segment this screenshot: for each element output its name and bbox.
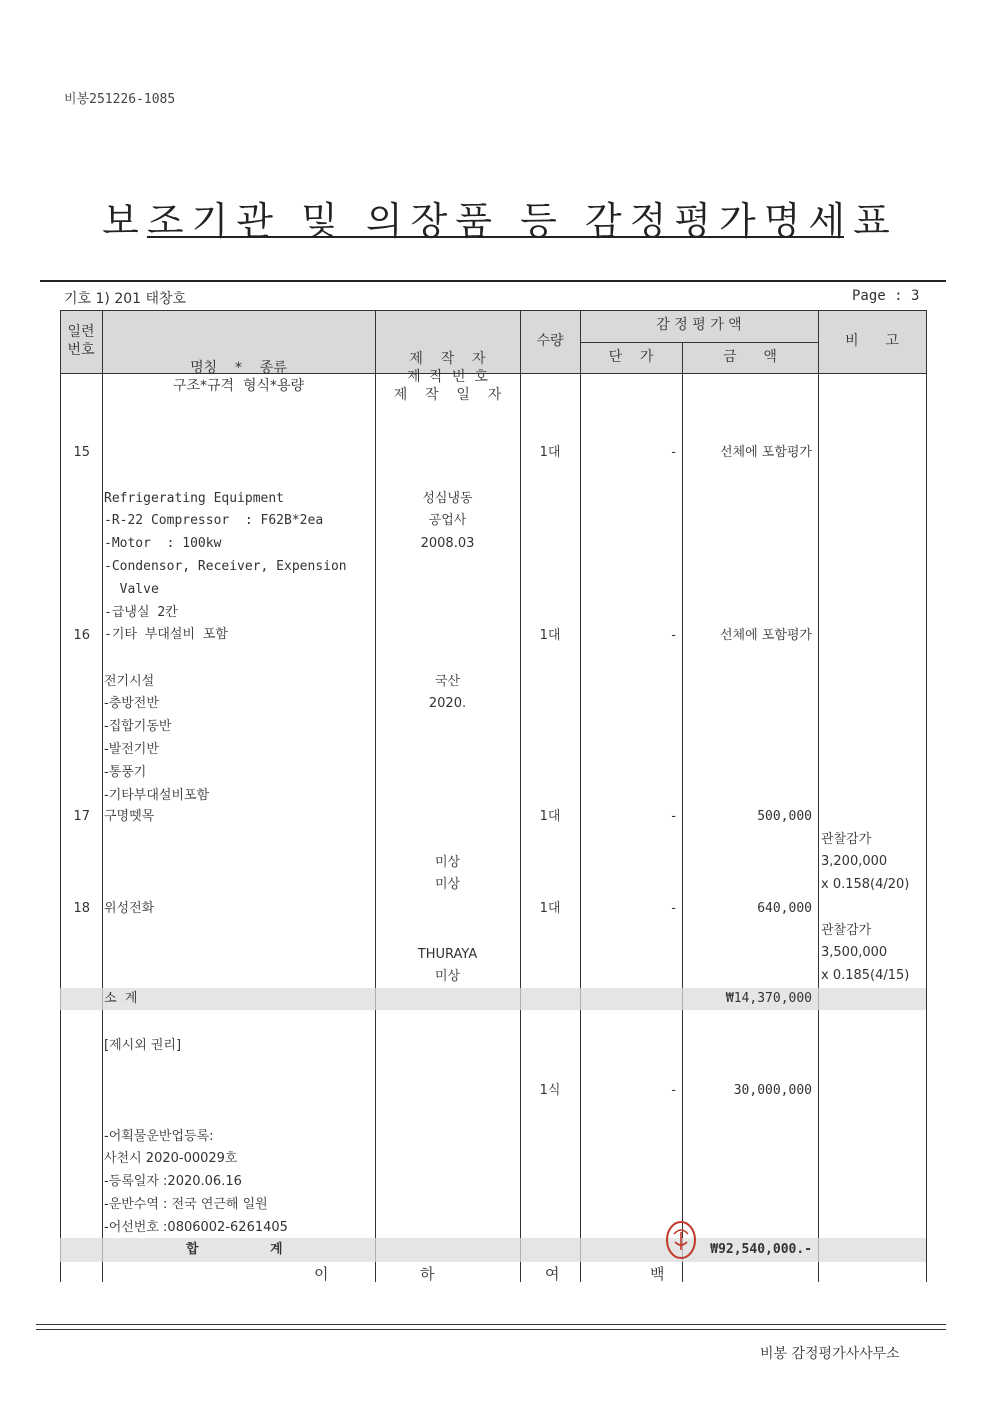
col-border	[926, 310, 927, 1282]
row-17-amount: 500,000	[757, 809, 812, 824]
title-underline	[147, 236, 844, 238]
row-17-no: 17	[73, 809, 90, 824]
row-17-unit: -	[671, 809, 676, 824]
row-16-amount: 선체에 포함평가	[719, 628, 812, 643]
rights-amount: 30,000,000	[733, 1083, 812, 1098]
row-15-unit: -	[671, 445, 676, 460]
header-unit-price: 단 가	[608, 349, 654, 365]
row-17-qty: 1대	[539, 809, 561, 824]
rights-heading: [제시외 권리]	[104, 1038, 182, 1053]
header-amount: 금 액	[723, 349, 777, 365]
header-maker: 제 작 자 제 작 번 호 제 작 일 자	[393, 351, 502, 403]
row-16-qty: 1대	[539, 628, 561, 643]
top-rule	[40, 280, 946, 282]
row-18-no: 18	[73, 901, 90, 916]
vessel-label: 기호 1) 201 태창호	[64, 291, 187, 307]
row-17-remarks: 관찰감가 3,200,000 x 0.158(4/20)	[821, 831, 910, 893]
blank-mark: 하	[420, 1265, 435, 1283]
blank-mark: 여	[545, 1265, 560, 1283]
header-name: 명칭 * 종류 구조*규격 형식*용량	[172, 360, 305, 394]
seal-mark	[674, 1230, 688, 1250]
subtotal-amount: ₩14,370,000	[725, 991, 812, 1006]
rights-unit: -	[671, 1083, 676, 1098]
office-name: 비봉 감정평가사사무소	[760, 1346, 900, 1362]
row-16-unit: -	[671, 628, 676, 643]
blank-mark: 이	[314, 1265, 329, 1283]
subtotal-label: 소 계	[104, 991, 138, 1006]
row-18-unit: -	[671, 901, 676, 916]
bottom-rule	[36, 1324, 946, 1325]
row-15-amount: 선체에 포함평가	[719, 445, 812, 460]
header-qty: 수량	[536, 333, 564, 349]
appraisal-subheader-border	[580, 342, 818, 343]
page-title: 보조기관 및 의장품 등 감정평가명세표	[102, 199, 898, 243]
document-id: 비봉251226-1085	[64, 92, 176, 107]
bottom-rule	[36, 1329, 946, 1330]
header-seq: 일련 번호	[67, 324, 95, 358]
row-17-maker: 미상 미상	[434, 854, 461, 893]
row-18-remarks: 관찰감가 3,500,000 x 0.185(4/15)	[821, 922, 910, 984]
row-18-maker: THURAYA 미상	[417, 946, 478, 985]
row-18-desc: 위성전화	[104, 901, 155, 916]
header-remarks: 비 고	[845, 333, 899, 349]
row-16-desc: 전기시설 -충방전반 -집합기동반 -발전기반 -통풍기 -기타부대설비포함	[104, 673, 210, 803]
row-18-amount: 640,000	[757, 901, 812, 916]
row-16-maker: 국산 2020.	[428, 673, 467, 712]
header-appraisal: 감 정 평 가 액	[656, 317, 742, 333]
row-15-maker: 성심냉동 공업사 2008.03	[420, 490, 475, 552]
seal-stamp	[664, 1218, 698, 1262]
rights-qty: 1식	[539, 1083, 561, 1098]
row-15-qty: 1대	[539, 445, 561, 460]
total-label-b: 계	[270, 1242, 283, 1257]
col-border	[818, 310, 819, 1282]
row-16-no: 16	[73, 628, 90, 643]
total-amount: ₩92,540,000.-	[710, 1242, 812, 1257]
row-18-qty: 1대	[539, 901, 561, 916]
col-border	[102, 310, 103, 1282]
page-number: Page : 3	[852, 288, 920, 304]
total-label-a: 합	[186, 1242, 199, 1257]
row-17-desc: 구명뗏목	[104, 809, 155, 824]
blank-mark: 백	[650, 1265, 665, 1283]
rights-desc: -어획물운반업등록: 사천시 2020-00029호 -등록일자 :2020.06.16 -운반수역 : 전국 연근해 일원 -어선번호 :0806002-6261405	[104, 1128, 288, 1235]
row-15-no: 15	[73, 445, 90, 460]
row-15-desc: Refrigerating Equipment -R-22 Compressor : F62B*2ea -Motor : 100kw -Condensor, Receiver, Expension Valve -급냉실 2칸 -기타 부대설비 포함	[104, 490, 347, 643]
table-top-border	[60, 310, 926, 311]
